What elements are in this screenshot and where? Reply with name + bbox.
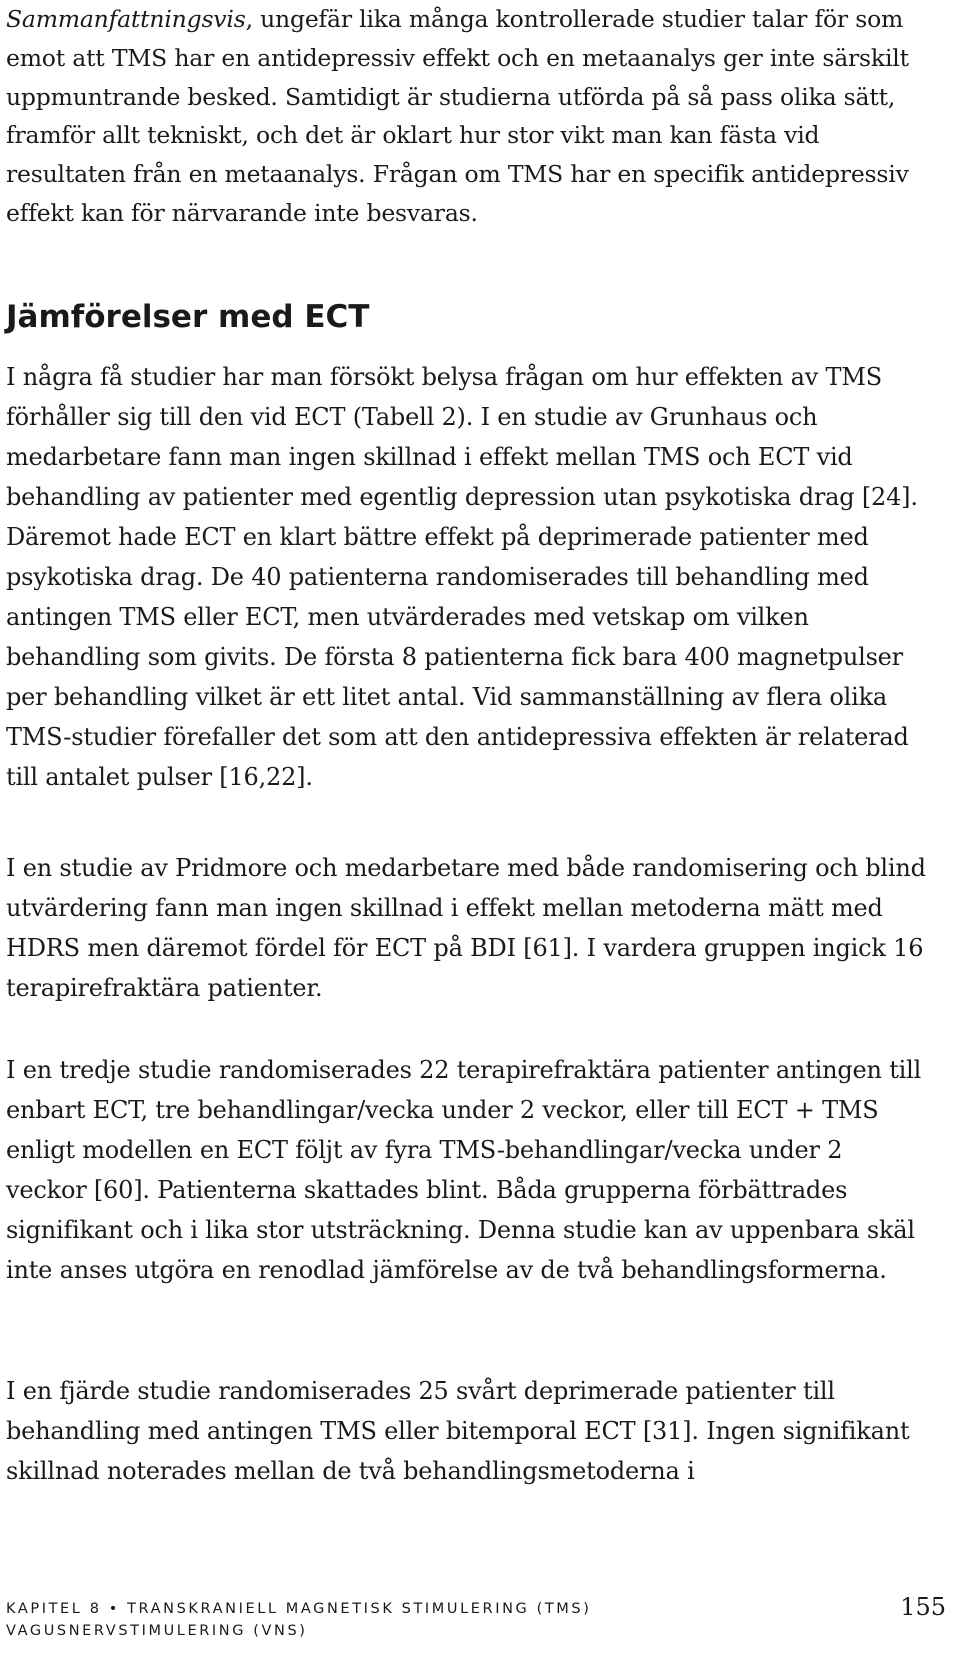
intro-paragraph [6,0,926,233]
page-footer [6,1593,946,1659]
paragraph-text: I några få studier har man försökt belysa frågan om hur effekten av TMS förhåller sig till den vid ECT (Tabell 2). I en studie av Grunhaus och medarbetare fann man ingen skillnad i effekt mellan TMS och ECT vid behandling av patienter med egentlig depression utan psykotiska drag [24]. Däremot hade ECT en klart bättre effekt på deprimerade patienter med psykotiska drag. De 40 patienterna randomiserades till behandling med antingen TMS eller ECT, men utvärderades med vetskap om vilken behandling som givits. De första 8 patienterna fick bara 400 magnetpulser per behandling vilket är ett litet antal. Vid sammanställning av flera olika TMS-studier förefaller det som att den antidepressiva effekten är relaterad till antalet pulser [16,22]. [6,363,918,791]
intro-text [6,0,926,233]
paragraph-text: I en tredje studie randomiserades 22 terapirefraktära patienter antingen till enbart ECT, tre behandlingar/vecka under 2 veckor, eller till ECT + TMS enligt modellen en ECT följt av fyra TMS-behandlingar/vecka under 2 veckor [60]. Patienterna skattades blint. Båda grupperna förbättrades signifikant och i lika stor utsträckning. Denna studie kan av uppenbara skäl inte anses utgöra en renodlad jämförelse av de två behandlingsformerna. [6,1056,922,1284]
body-paragraph-4 [6,1371,926,1491]
paragraph-text: I en studie av Pridmore och medarbetare med både randomisering och blind utvärdering fann man ingen skillnad i effekt mellan metoderna mätt med HDRS men däremot fördel för ECT på BDI [61]. I vardera gruppen ingick 16 terapirefraktära patienter. [6,854,926,1002]
running-footer-subtitle: VAGUSNERVSTIMULERING (VNS) [6,1623,308,1639]
running-footer-chapter: KAPITEL 8 • TRANSKRANIELL MAGNETISK STIMULERING (TMS) [6,1601,592,1617]
body-paragraph-3 [6,1050,926,1290]
body-paragraph-2 [6,848,926,1008]
paragraph-text: I en fjärde studie randomiserades 25 svårt deprimerade patienter till behandling med antingen TMS eller bitemporal ECT [31]. Ingen signifikant skillnad noterades mellan de två behandlingsmetoderna i [6,1377,910,1485]
page-number: 155 [900,1593,946,1621]
section-heading: Jämförelser med ECT [6,299,370,335]
body-paragraph-1 [6,357,926,797]
intro-body: , ungefär lika många kontrollerade studier talar för som emot att TMS har en antidepressiv effekt och en metaanalys ger inte särskilt uppmuntrande besked. Samtidigt är studierna utförda på så pass olika sätt, framför allt tekniskt, och det är oklart hur stor vikt man kan fästa vid resultaten från en metaanalys. Frågan om TMS har en specifik antidepressiv effekt kan för närvarande inte besvaras. [6,5,909,227]
intro-emphasis: Sammanfattningsvis [6,5,246,33]
